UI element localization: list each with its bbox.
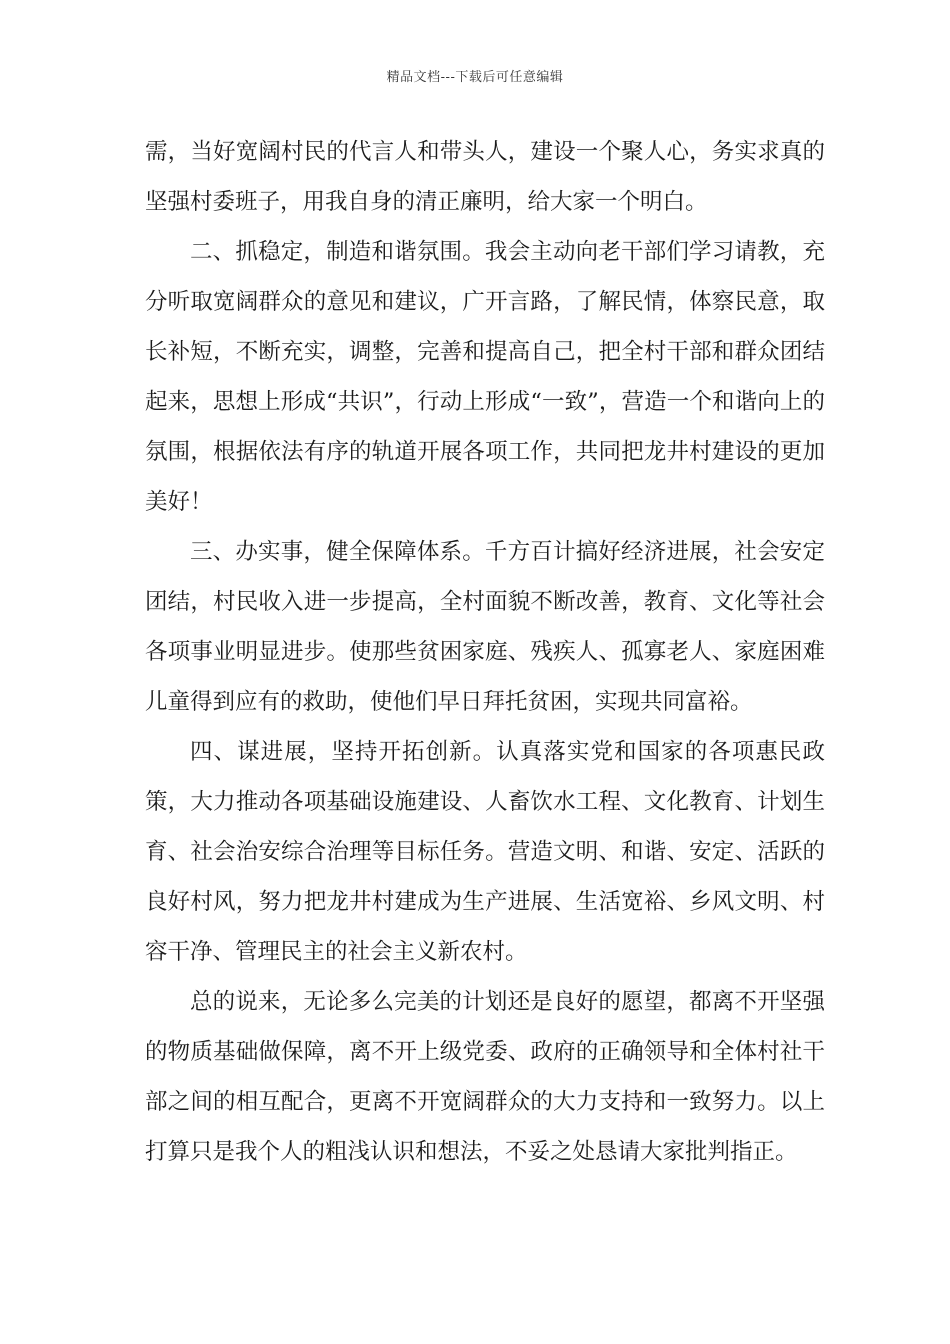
paragraph-stability: 二、抓稳定，制造和谐氛围。我会主动向老干部们学习请教，充分听取宽阔群众的意见和建议，广开言路，了解民情，体察民意，取长补短，不断充实，调整，完善和提高自己，把全村干部和群众团结起来，思想上形成“共识”，行动上形成“一致”，营造一个和谐向上的氛围，根据依法有序的轨道开展各项工作，共同把龙井村建设的更加美好！ (145, 239, 825, 515)
document-body (145, 127, 825, 1177)
paragraph-practical-affairs: 三、办实事，健全保障体系。千方百计搞好经济进展，社会安定团结，村民收入进一步提高，全村面貌不断改善，教育、文化等社会各项事业明显进步。使那些贫困家庭、残疾人、孤寡老人、家庭困难儿童得到应有的救助，使他们早日拜托贫困，实现共同富裕。 (145, 539, 825, 715)
page-header: 精品文档---下载后可任意编辑 (386, 70, 564, 85)
paragraph-conclusion: 总的说来，无论多么完美的计划还是良好的愿望，都离不开坚强的物质基础做保障，离不开上级党委、政府的正确领导和全体村社干部之间的相互配合，更离不开宽阔群众的大力支持和一致努力。以上打算只是我个人的粗浅认识和想法，不妥之处恳请大家批判指正。 (145, 989, 825, 1165)
paragraph-development: 四、谋进展，坚持开拓创新。认真落实党和国家的各项惠民政策，大力推动各项基础设施建设、人畜饮水工程、文化教育、计划生育、社会治安综合治理等目标任务。营造文明、和谐、安定、活跃的良好村风，努力把龙井村建成为生产进展、生活宽裕、乡风文明、村容干净、管理民主的社会主义新农村。 (145, 739, 825, 965)
paragraph-continuation: 需，当好宽阔村民的代言人和带头人，建设一个聚人心，务实求真的坚强村委班子，用我自身的清正廉明，给大家一个明白。 (145, 139, 825, 215)
